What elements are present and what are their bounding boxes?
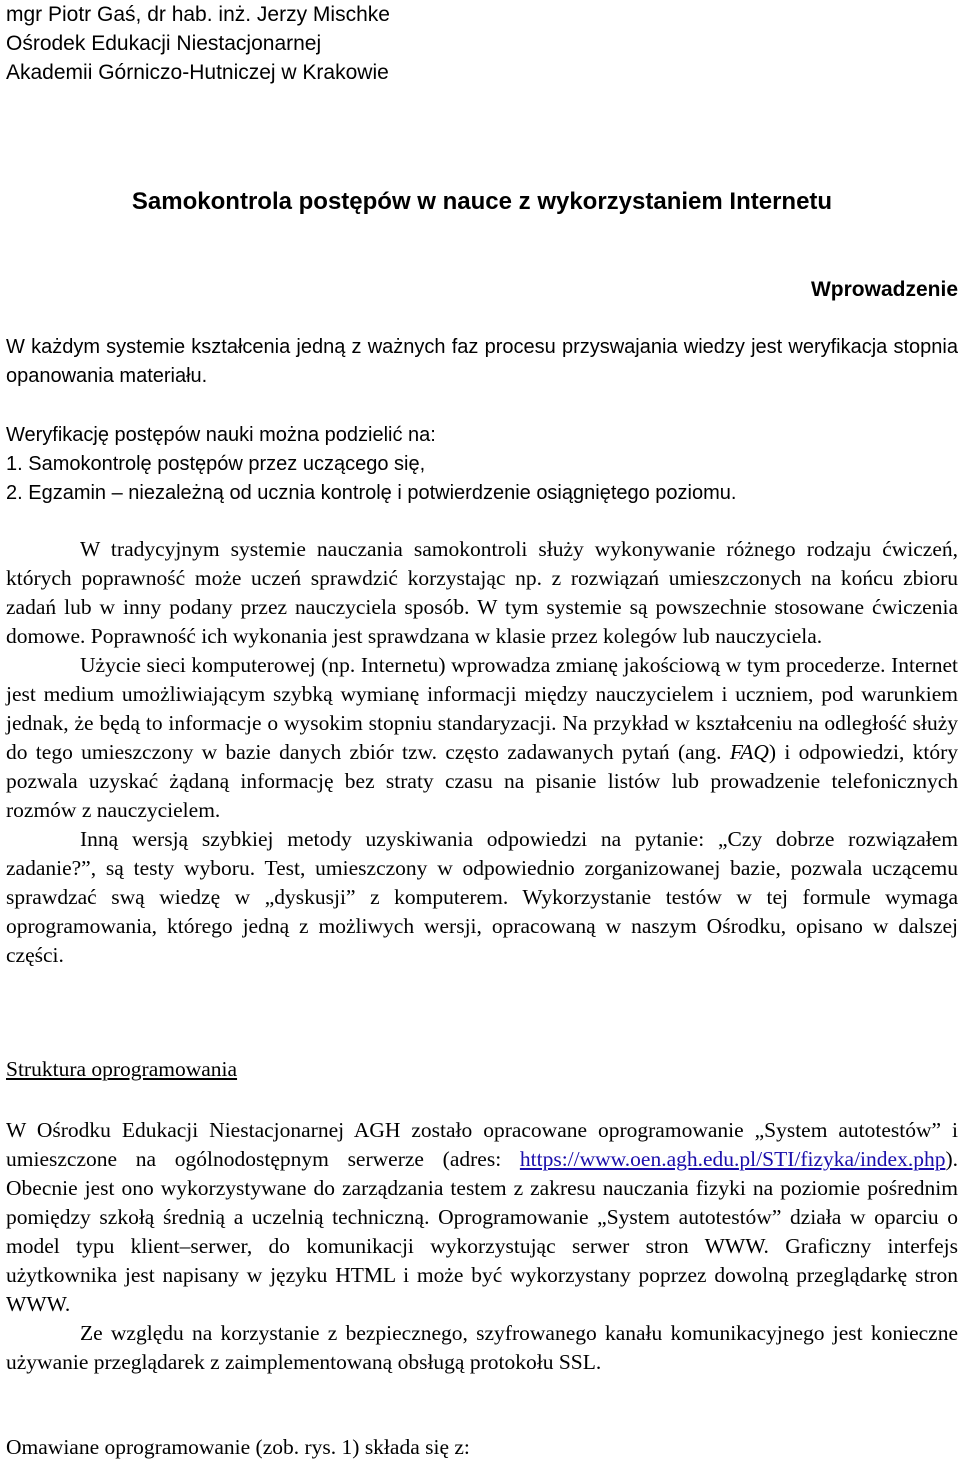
paragraph-internet-usage bbox=[6, 651, 958, 825]
verification-item-2: 2. Egzamin – niezależną od ucznia kontrolę i potwierdzenie osiągniętego poziomu. bbox=[6, 482, 737, 504]
document-page bbox=[6, 0, 959, 1459]
faq-term: FAQ bbox=[729, 740, 769, 764]
section-heading-structure: Struktura oprogramowania bbox=[6, 1057, 238, 1081]
organization-line-1: Ośrodek Edukacji Niestacjonarnej bbox=[6, 32, 322, 55]
authors-line: mgr Piotr Gaś, dr hab. inż. Jerzy Mischke bbox=[6, 3, 390, 26]
intro-paragraph: W każdym systemie kształcenia jedną z ważnych faz procesu przyswajania wiedzy jest weryfikacja stopnia opanowania materiału. bbox=[6, 336, 958, 387]
document-title: Samokontrola postępów w nauce z wykorzystaniem Internetu bbox=[131, 188, 833, 215]
paragraph-system-autotests-part2: ). Obecnie jest ono wykorzystywane do zarządzania testem z zakresu nauczania fizyki na poziomie pośrednim pomiędzy szkołą średnią a uczelnią techniczną. Oprogramowanie „System autotestów” działa w oparciu o model typu klient–serwer, do komunikacji wykorzystując serwer stron WWW. Graficzny interfejs użytkownika jest napisany w języku HTML i może być wykorzystany poprzez dowolną przeglądarkę stron WWW. bbox=[6, 1147, 958, 1316]
verification-lead: Weryfikację postępów nauki można podzielić na: bbox=[6, 424, 436, 446]
paragraph-internet-usage-part1: Użycie sieci komputerowej (np. Internetu) wprowadza zmianę jakościową w tym procederze. Internet jest medium umożliwiającym szybką wymianę informacji między nauczycielem i uczniem, pod warunkiem jednak, że będą to informacje o wysokim stopniu standaryzacji. Na przykład w kształceniu na odległość służy do tego umieszczony w bazie danych zbiór tzw. często zadawanych pytań (ang. bbox=[6, 653, 958, 764]
body-section-1 bbox=[6, 535, 958, 970]
author-block bbox=[6, 0, 958, 87]
body-section-2 bbox=[6, 1116, 958, 1377]
paragraph-internet-usage-part2: ) i odpowiedzi, który pozwala uzyskać żądaną informację bez straty czasu na pisanie listów lub prowadzenie telefonicznych rozmów z nauczycielem. bbox=[6, 740, 959, 822]
verification-block bbox=[6, 421, 958, 508]
closing-line: Omawiane oprogramowanie (zob. rys. 1) składa się z: bbox=[6, 1435, 470, 1459]
paragraph-ssl: Ze względu na korzystanie z bezpiecznego, szyfrowanego kanału komunikacyjnego jest konieczne używanie przeglądarek z zaimplementowaną obsługą protokołu SSL. bbox=[6, 1321, 958, 1374]
organization-line-2: Akademii Górniczo-Hutniczej w Krakowie bbox=[6, 61, 389, 84]
verification-item-1: 1. Samokontrolę postępów przez uczącego się, bbox=[6, 453, 426, 475]
section-heading-introduction: Wprowadzenie bbox=[810, 278, 958, 301]
paragraph-system-autotests-part1: W Ośrodku Edukacji Niestacjonarnej AGH zostało opracowane oprogramowanie „System autotestów” i umieszczone na ogólnodostępnym serwerze (adres: bbox=[6, 1118, 958, 1171]
paragraph-traditional-system: W tradycyjnym systemie nauczania samokontroli służy wykonywanie różnego rodzaju ćwiczeń, których poprawność może uczeń sprawdzić korzystając np. z rozwiązań umieszczonych na końcu zbioru zadań lub w inny podany przez nauczyciela sposób. W tym systemie są powszechnie stosowane ćwiczenia domowe. Poprawność ich wykonania jest sprawdzana w klasie przez kolegów lub nauczyciela. bbox=[6, 537, 958, 648]
paragraph-system-autotests bbox=[6, 1116, 958, 1319]
paragraph-choice-tests: Inną wersją szybkiej metody uzyskiwania odpowiedzi na pytanie: „Czy dobrze rozwiązałem zadanie?”, są testy wyboru. Test, umieszczony w odpowiednio zorganizowanej bazie, pozwala uczącemu sprawdzać swą wiedzę w „dyskusji” z komputerem. Wykorzystanie testów w tej formule wymaga oprogramowania, którego jedną z możliwych wersji, opracowaną w naszym Ośrodku, opisano w dalszej części. bbox=[6, 827, 958, 967]
verification-list bbox=[6, 450, 958, 508]
server-address-link[interactable]: https://www.oen.agh.edu.pl/STI/fizyka/index.php bbox=[519, 1147, 946, 1171]
